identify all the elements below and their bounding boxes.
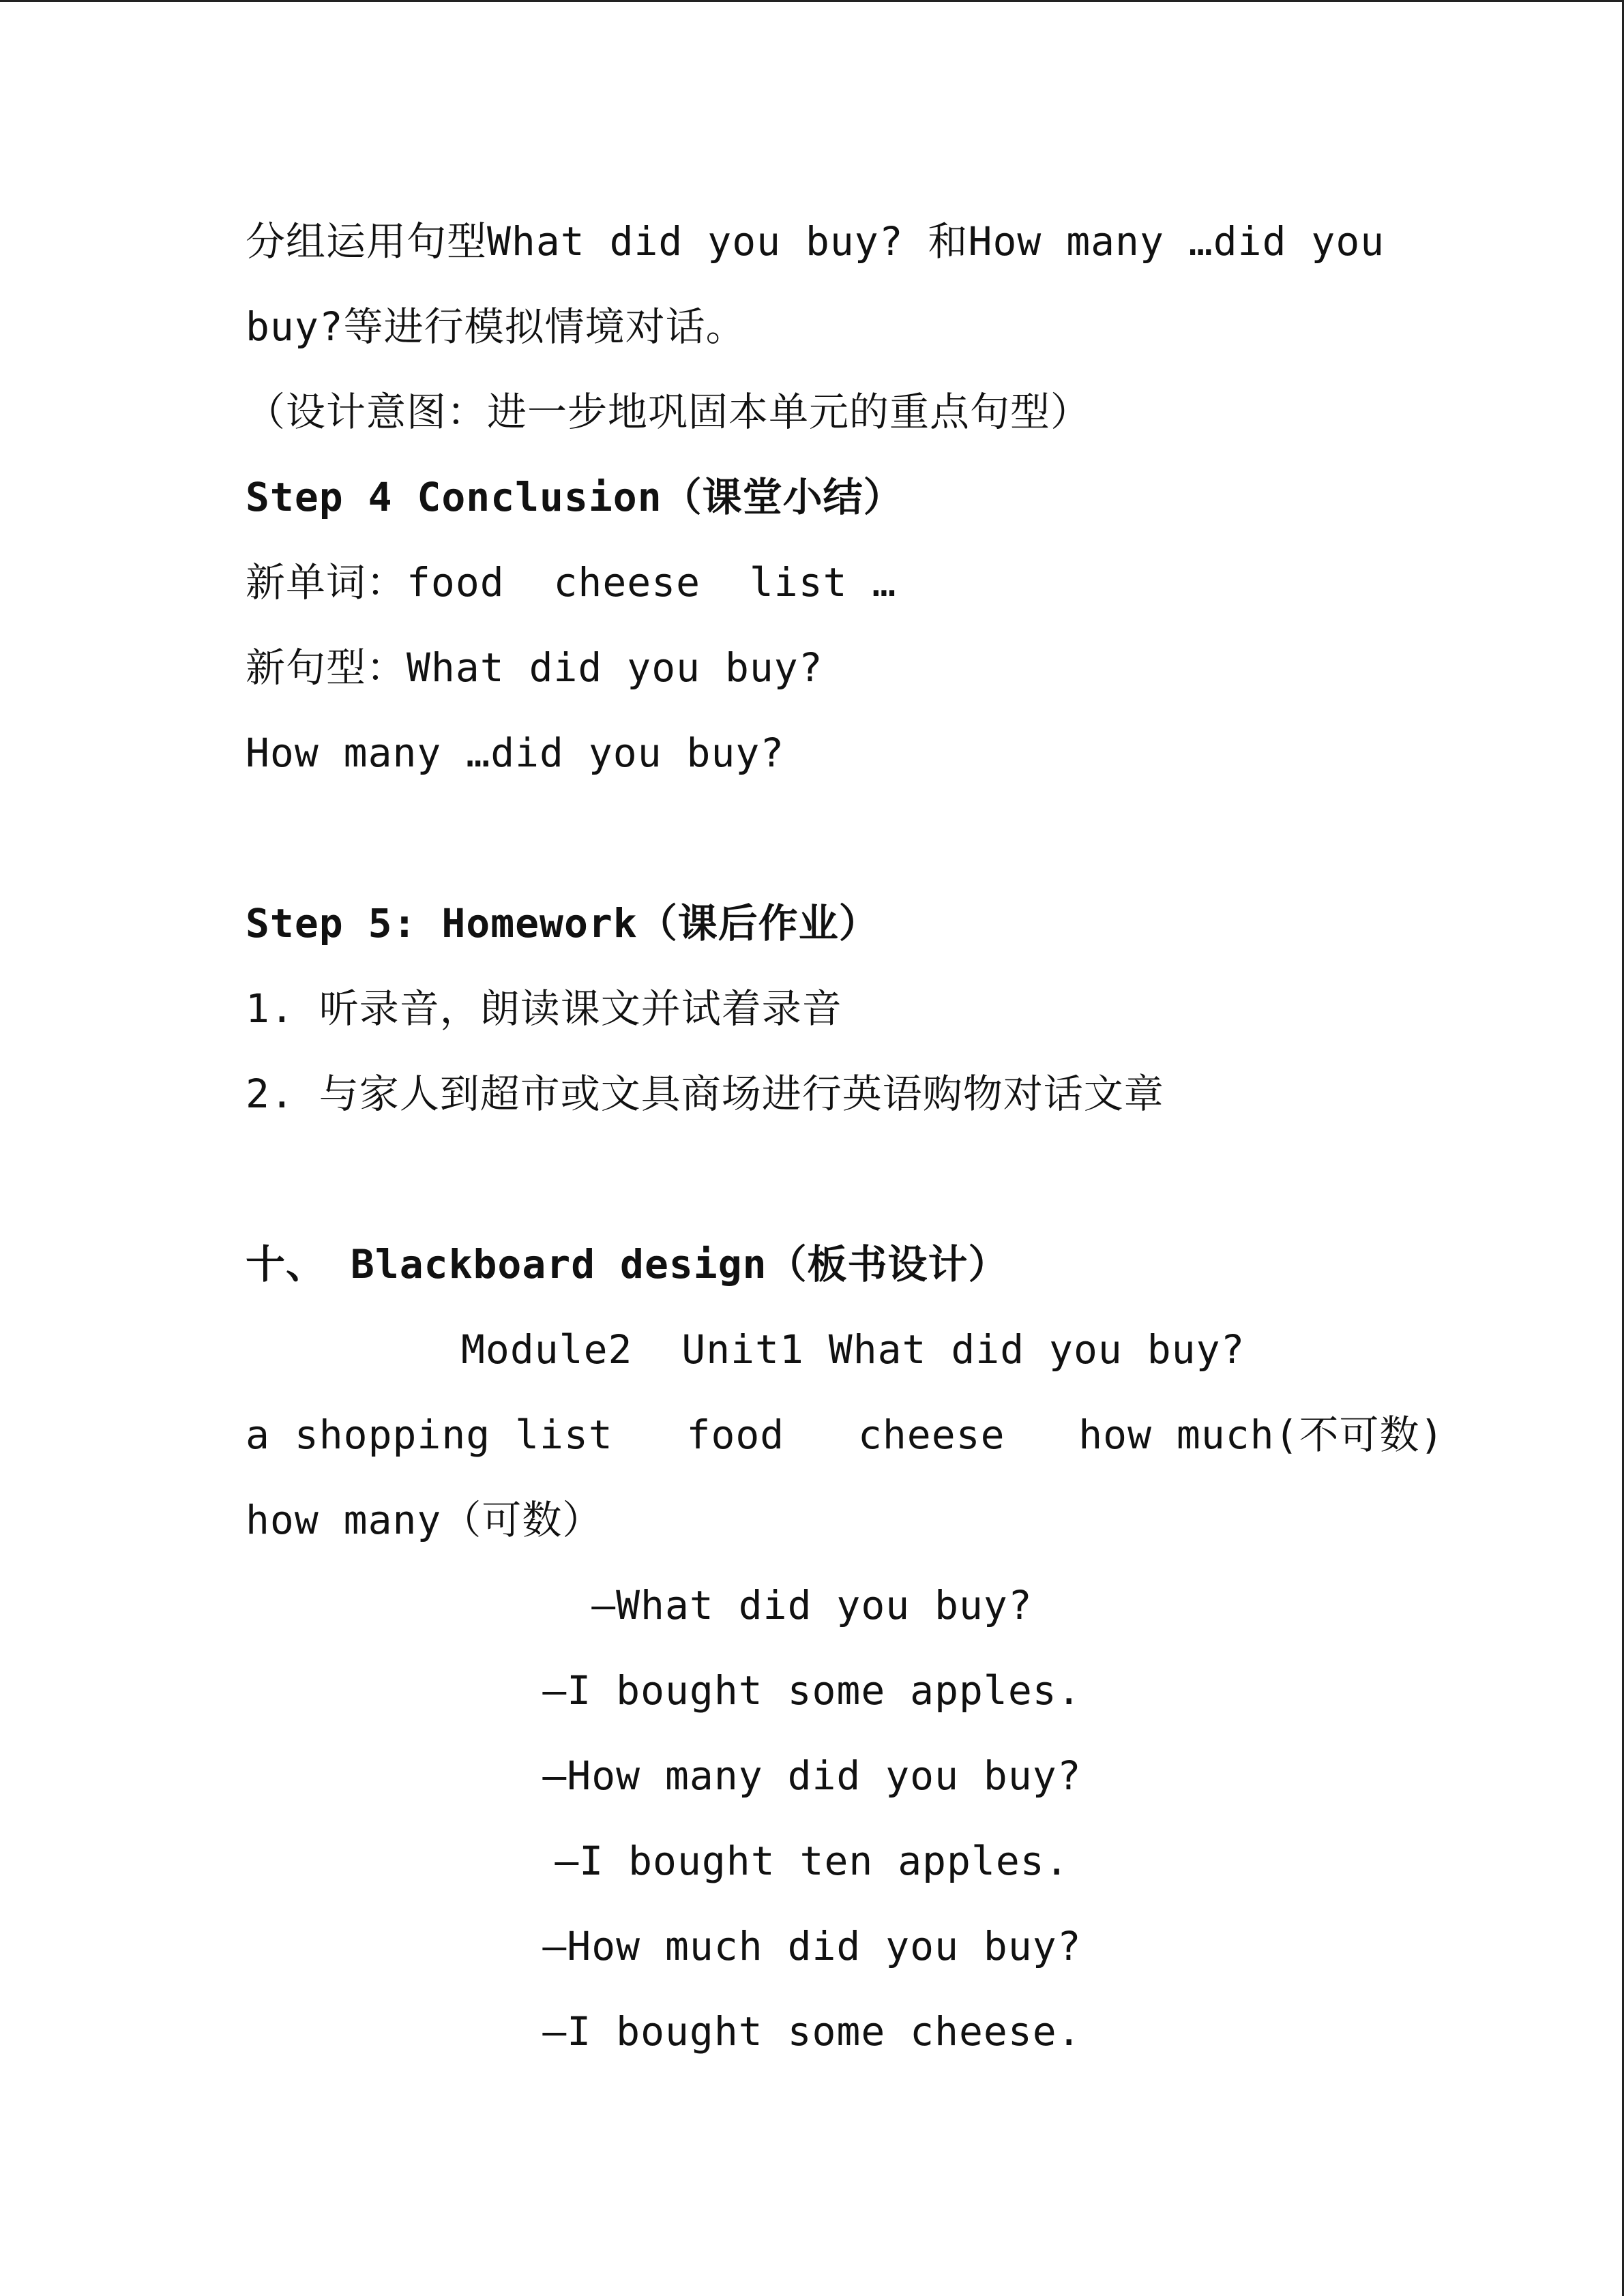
dialogue-line: —How much did you buy? — [542, 1923, 1082, 1969]
blackboard-title: Module2 Unit1 What did you buy? — [461, 1326, 1245, 1373]
page-top-border — [0, 0, 1624, 2]
dialogue-line: —I bought some cheese. — [542, 2008, 1082, 2055]
step5-heading: Step 5: Homework（课后作业） — [246, 900, 879, 946]
section10-heading: 十、 Blackboard design（板书设计） — [246, 1241, 1009, 1287]
design-intent: （设计意图：进一步地巩固本单元的重点句型） — [246, 389, 1091, 435]
blackboard-vocab-line-2: how many（可数） — [246, 1497, 603, 1543]
practice-line-1: 分组运用句型What did you buy? 和How many …did you — [246, 218, 1385, 265]
dialogue-line: —I bought ten apples. — [555, 1838, 1069, 1884]
step4-new-words: 新单词：food cheese list … — [246, 559, 897, 606]
step4-sentence-2: How many …did you buy? — [246, 730, 785, 776]
practice-line-2: buy?等进行模拟情境对话。 — [246, 303, 746, 350]
dialogue-line: —How many did you buy? — [542, 1753, 1082, 1799]
step4-heading: Step 4 Conclusion（课堂小结） — [246, 474, 904, 520]
step5-item-1: 1. 听录音，朗读课文并试着录音 — [246, 985, 842, 1032]
dialogue-line: —What did you buy? — [591, 1582, 1033, 1628]
step5-item-2: 2. 与家人到超市或文具商场进行英语购物对话文章 — [246, 1071, 1164, 1117]
blackboard-vocab-line: a shopping list food cheese how much(不可数) — [246, 1412, 1445, 1458]
step4-new-sentences: 新句型：What did you buy? — [246, 644, 823, 691]
dialogue-line: —I bought some apples. — [542, 1667, 1082, 1714]
